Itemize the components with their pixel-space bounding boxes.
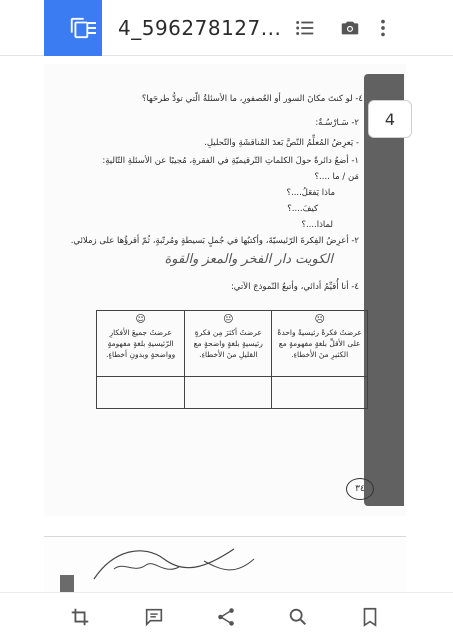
file-badge[interactable] [44, 0, 102, 56]
task-4: ٤- أنا أُقيِّمُ أدائي، وأتبعُ النّموذجَ الآتي: [230, 282, 359, 292]
page-number: ٣٤ [346, 478, 374, 500]
camera-icon[interactable] [338, 16, 362, 40]
sub-question-1: مَن / ما ....؟ [314, 172, 359, 182]
sub-question-2: ماذا يَفعَلُ....؟ [286, 188, 335, 198]
instruction: - يَعرِضُ المُعلِّمُ النّصَّ بَعدَ المُناقشَةِ والتّحليلِ. [204, 138, 359, 148]
task-2: ٢- أعرِضُ الفِكرةَ الرّئيسيّةَ، وأكتبُها في جُملٍ بَسيطةٍ ومُرتّبةٍ، ثُمّ أقرؤُها على زملائي. [70, 236, 359, 246]
crop-icon[interactable] [68, 605, 92, 629]
neutral-face-icon: 😐 [223, 314, 234, 325]
menu-icon[interactable] [88, 22, 98, 34]
list-icon[interactable] [293, 16, 317, 40]
rating-cell-1 [272, 377, 368, 409]
file-title: 4_596278127... [118, 16, 282, 40]
rubric-cell-1: ☹ عرضتُ فكرةً رئيسيةً واحدةً على الأقلِّ بلغةٍ مفهومةٍ مع الكثيرِ منَ الأخطاءِ. [272, 311, 368, 377]
more-vert-icon[interactable] [371, 16, 395, 40]
sad-face-icon: ☹ [314, 314, 325, 325]
sub-question-3: كيفَ....؟ [287, 204, 318, 214]
bottom-toolbar [0, 592, 453, 640]
rubric-cell-2: 😐 عرضتُ أكثرَ مِن فكرةٍ رئيسيةٍ بلغةٍ واضحةٍ مع القليلِ منَ الأخطاءِ. [185, 311, 272, 377]
page-side-tab [364, 74, 404, 506]
task-1: ١- أضعُ دائرةً حولَ الكلماتِ التّرقيميّةِ في الفقرةِ، مُجيبًا عن الأسئلةِ التّاليةِ: [102, 156, 359, 166]
sub-question-4: لماذا....؟ [301, 220, 333, 230]
next-page-preview [44, 536, 406, 596]
comment-icon[interactable] [142, 605, 166, 629]
bookmark-icon[interactable] [358, 605, 382, 629]
tab-number: 4 [368, 100, 412, 138]
section-title: ٢- سَـارْسُـةٌ: [315, 118, 359, 128]
smile-face-icon: ☺ [135, 314, 146, 325]
search-icon[interactable] [286, 605, 310, 629]
rubric-cell-3: ☺ عرضتُ جميعَ الأفكارِ الرّئيسيةِ بلغةٍ مفهومةٍ وواضحةٍ وبدونِ أخطاءٍ. [97, 311, 185, 377]
handwriting-scribble [84, 539, 264, 589]
rating-cell-2 [185, 377, 272, 409]
question-4: ٤- لو كنتَ مكانَ السور أو العُصفورِ، ما الأسئلةُ الّتي تودُّ طرحَها؟ [141, 94, 363, 104]
handwritten-answer: الكويت دار الفخر والمعز والقوة [164, 252, 333, 267]
top-app-bar [0, 0, 453, 56]
rating-cell-3 [97, 377, 185, 409]
share-icon[interactable] [214, 605, 238, 629]
self-assessment-table [96, 310, 368, 409]
